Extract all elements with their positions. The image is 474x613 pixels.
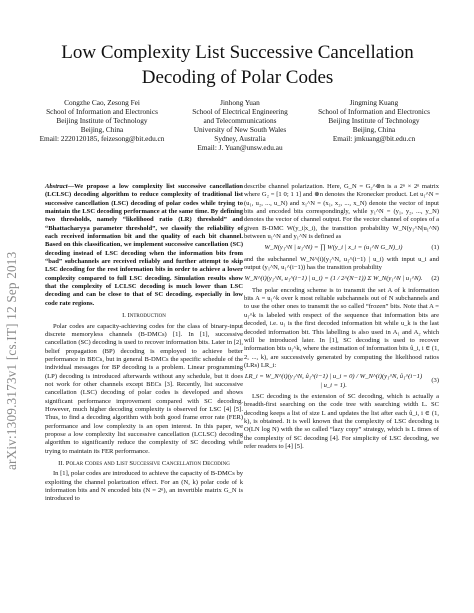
author-2-line: University of New South Wales	[193, 125, 287, 135]
author-2-line: Sydney, Australia	[214, 134, 266, 144]
author-2-names: Jinhong Yuan	[220, 98, 260, 107]
author-2-line: School of Electrical Engineering	[192, 107, 288, 117]
equation-2-number: (2)	[431, 275, 439, 283]
author-3-line: School of Information and Electronics	[318, 107, 430, 117]
equation-2	[244, 275, 439, 283]
paper-title: Low Complexity List Successive Cancellation Decoding of Polar Codes	[61, 42, 414, 88]
author-1-line: Beijing, China	[80, 125, 124, 135]
author-3-email: Email: jmkuang@bit.edu.cn	[332, 134, 416, 144]
author-3-names: Jingming Kuang	[349, 98, 399, 107]
equation-1-number: (1)	[431, 244, 439, 252]
section2-paragraph: In [1], polar codes are introduced to achieve the capacity of B-DMCs by exploiting the channel polarization effect. For an (N, k) polar code of k information bits and N encoded bits (N = 2ⁿ), an invertible matrix G_N is introduced to	[45, 470, 243, 503]
author-1-line: Beijing Institute of Technology	[56, 116, 148, 126]
author-1-names: Congzhe Cao, Zesong Fei	[64, 98, 140, 107]
abstract	[45, 183, 243, 308]
author-1-line: School of Information and Electronics	[46, 107, 158, 117]
author-1-email: Email: 2220120185, feizesong@bit.edu.cn	[39, 134, 165, 144]
equation-3-number: (3)	[431, 377, 439, 385]
right-paragraph-4: LSC decoding is the extension of SC decoding, which is actually a breadth-first searching on the code tree with searching width L. SC decoding keeps a list of size L and updates the list after each û_i, i ∈ (1, k), is obtained. It is well known that the complexity of LSC decoding is O(LN log N) with the so called “lazy copy” strategy, which is L times of the complexity of SC decoding [4]. For simplicity of LSC decoding, we refer readers to [4] [5].	[244, 392, 439, 450]
equation-1	[244, 244, 439, 252]
author-1	[38, 98, 166, 143]
abstract-lead: Abstract	[45, 183, 68, 190]
arxiv-stamp-text: arXiv:1309.3173v1 [cs.IT] 12 Sep 2013	[4, 251, 19, 470]
equation-3	[244, 373, 439, 390]
equation-1-body: W_N(y₁^N | u₁^N) = ∏ W(y_i | x_i = (u₁^N G_N)_i)	[264, 244, 403, 252]
author-3-line: Beijing Institute of Technology	[328, 116, 420, 126]
section-title-polar-codes: II. Polar Codes and List Successive Cancellation Decoding	[58, 460, 230, 467]
right-paragraph-1: describe channel polarization. Here, G_N = G₂^⊗n is a 2ⁿ × 2ⁿ matrix where G₂ = [1 0; 1 1] and ⊗n denotes the Kronecker product. Let u₁^N = (u₁, u₂, ..., u_N) and x₁^N = (x₁, x₂, ..., x_N) denote the vector of input bits and encoded bits correspondingly, while y₁^N = (y₁, y₂, ..., y_N) denotes the vector of channel output. For the vector channel of copies of a given B-DMC W(y_i|x_i), the transition probability W_N(y₁^N|u₁^N) between u₁^N and y₁^N is defined as	[244, 183, 439, 241]
right-paragraph-3: The polar encoding scheme is to transmit the set A of k information bits A = u₁^k over k most reliable subchannels out of N subchannels and to use the other ones to transmit the so called “frozen” bits. Note that A = u₁^k is labeled with respect of the sequence that information bits are decoded, i.e. u₁ is the first decoded information bit while u_k is the last decoded information bit. This labelling is also used in A₁ and A₂ which will be introduced later. In [1], SC decoding is used to recover information bits u₁^k, where the estimation of information bits û_i, i ∈ (1, 2, ..., k), are successively generated by computing the likelihood ratios (LRs) LR_i:	[244, 286, 439, 369]
equation-2-body: W_N^(i)(y₁^N, u₁^(i−1) | u_i) = (1 / 2^(N−1)) Σ W_N(y₁^N | u₁^N).	[244, 275, 423, 283]
author-2	[176, 98, 304, 153]
abstract-text: —We propose a low complexity list successive cancellation (LCLSC) decoding algorithm to reduce complexity of traditional list successive cancellation (LSC) decoding of polar codes while trying to maintain the LSC decoding performance at the same time. By defining two thresholds, namely “likelihood ratio (LR) threshold” and “Bhattacharyya parameter threshold”, we classify the reliability of each received information bit and the quality of each bit channel. Based on this classification, we implement successive cancellation (SC) decoding instead of LSC decoding when the information bits from “bad” subchannels are received reliably and further attempt to skip LSC decoding for the rest information bits in order to achieve a lower complexity compared to full LSC decoding. Simulation results show that the complexity of LCLSC decoding is much lower than LSC decoding and can be close to that of SC decoding, especially in low code rate regions.	[45, 183, 243, 307]
author-3-line: Beijing, China	[352, 125, 396, 135]
arxiv-stamp	[4, 150, 22, 470]
right-paragraph-2: and the subchannel W_N^(i)(y₁^N, u₁^(i−1) | u_i) with input u_i and output (y₁^N, u₁^(i−1)) has the transition probability	[244, 255, 439, 272]
intro-paragraph: Polar codes are capacity-achieving codes for the class of binary-input discrete memoryless channels (B-DMCs) [1]. In [1], successive cancellation (SC) decoding is used to recover information bits. Later in [2], belief propagation (BP) decoding is employed to achieve better performance in BECs, but in general B-DMCs the specific schedule of the individual messages for BP decoding is a problem. Linear programming (LP) decoding is introduced afterwards without any schedule, but it does not work for other channels except BECs [3]. Recently, list successive cancellation (LSC) decoding of polar codes is developed and shows significant performance improvement compared with SC decoding. However, much higher decoding complexity is observed for LSC [4] [5]. Thus, to find a decoding algorithm with both good frame error rate (FER) performance and low complexity is an open interest. In this paper, we propose a low complexity list successive cancellation (LCLSC) decoding algorithm to significantly reduce the complexity of SC decoding while trying to maintain its FER performance.	[45, 322, 243, 455]
section-title-introduction: I. Introduction	[122, 312, 166, 320]
equation-3-body: LR_i = W_N^(i)(y₁^N, û₁^(i−1) | u_i = 0) / W_N^(i)(y₁^N, û₁^(i−1) | u_i = 1).	[244, 373, 423, 389]
right-column	[244, 183, 439, 451]
author-3	[310, 98, 438, 143]
author-2-line: and Telecommunications	[203, 116, 277, 126]
left-column	[45, 183, 243, 504]
author-2-email: Email: J. Yuan@unsw.edu.au	[197, 143, 283, 153]
